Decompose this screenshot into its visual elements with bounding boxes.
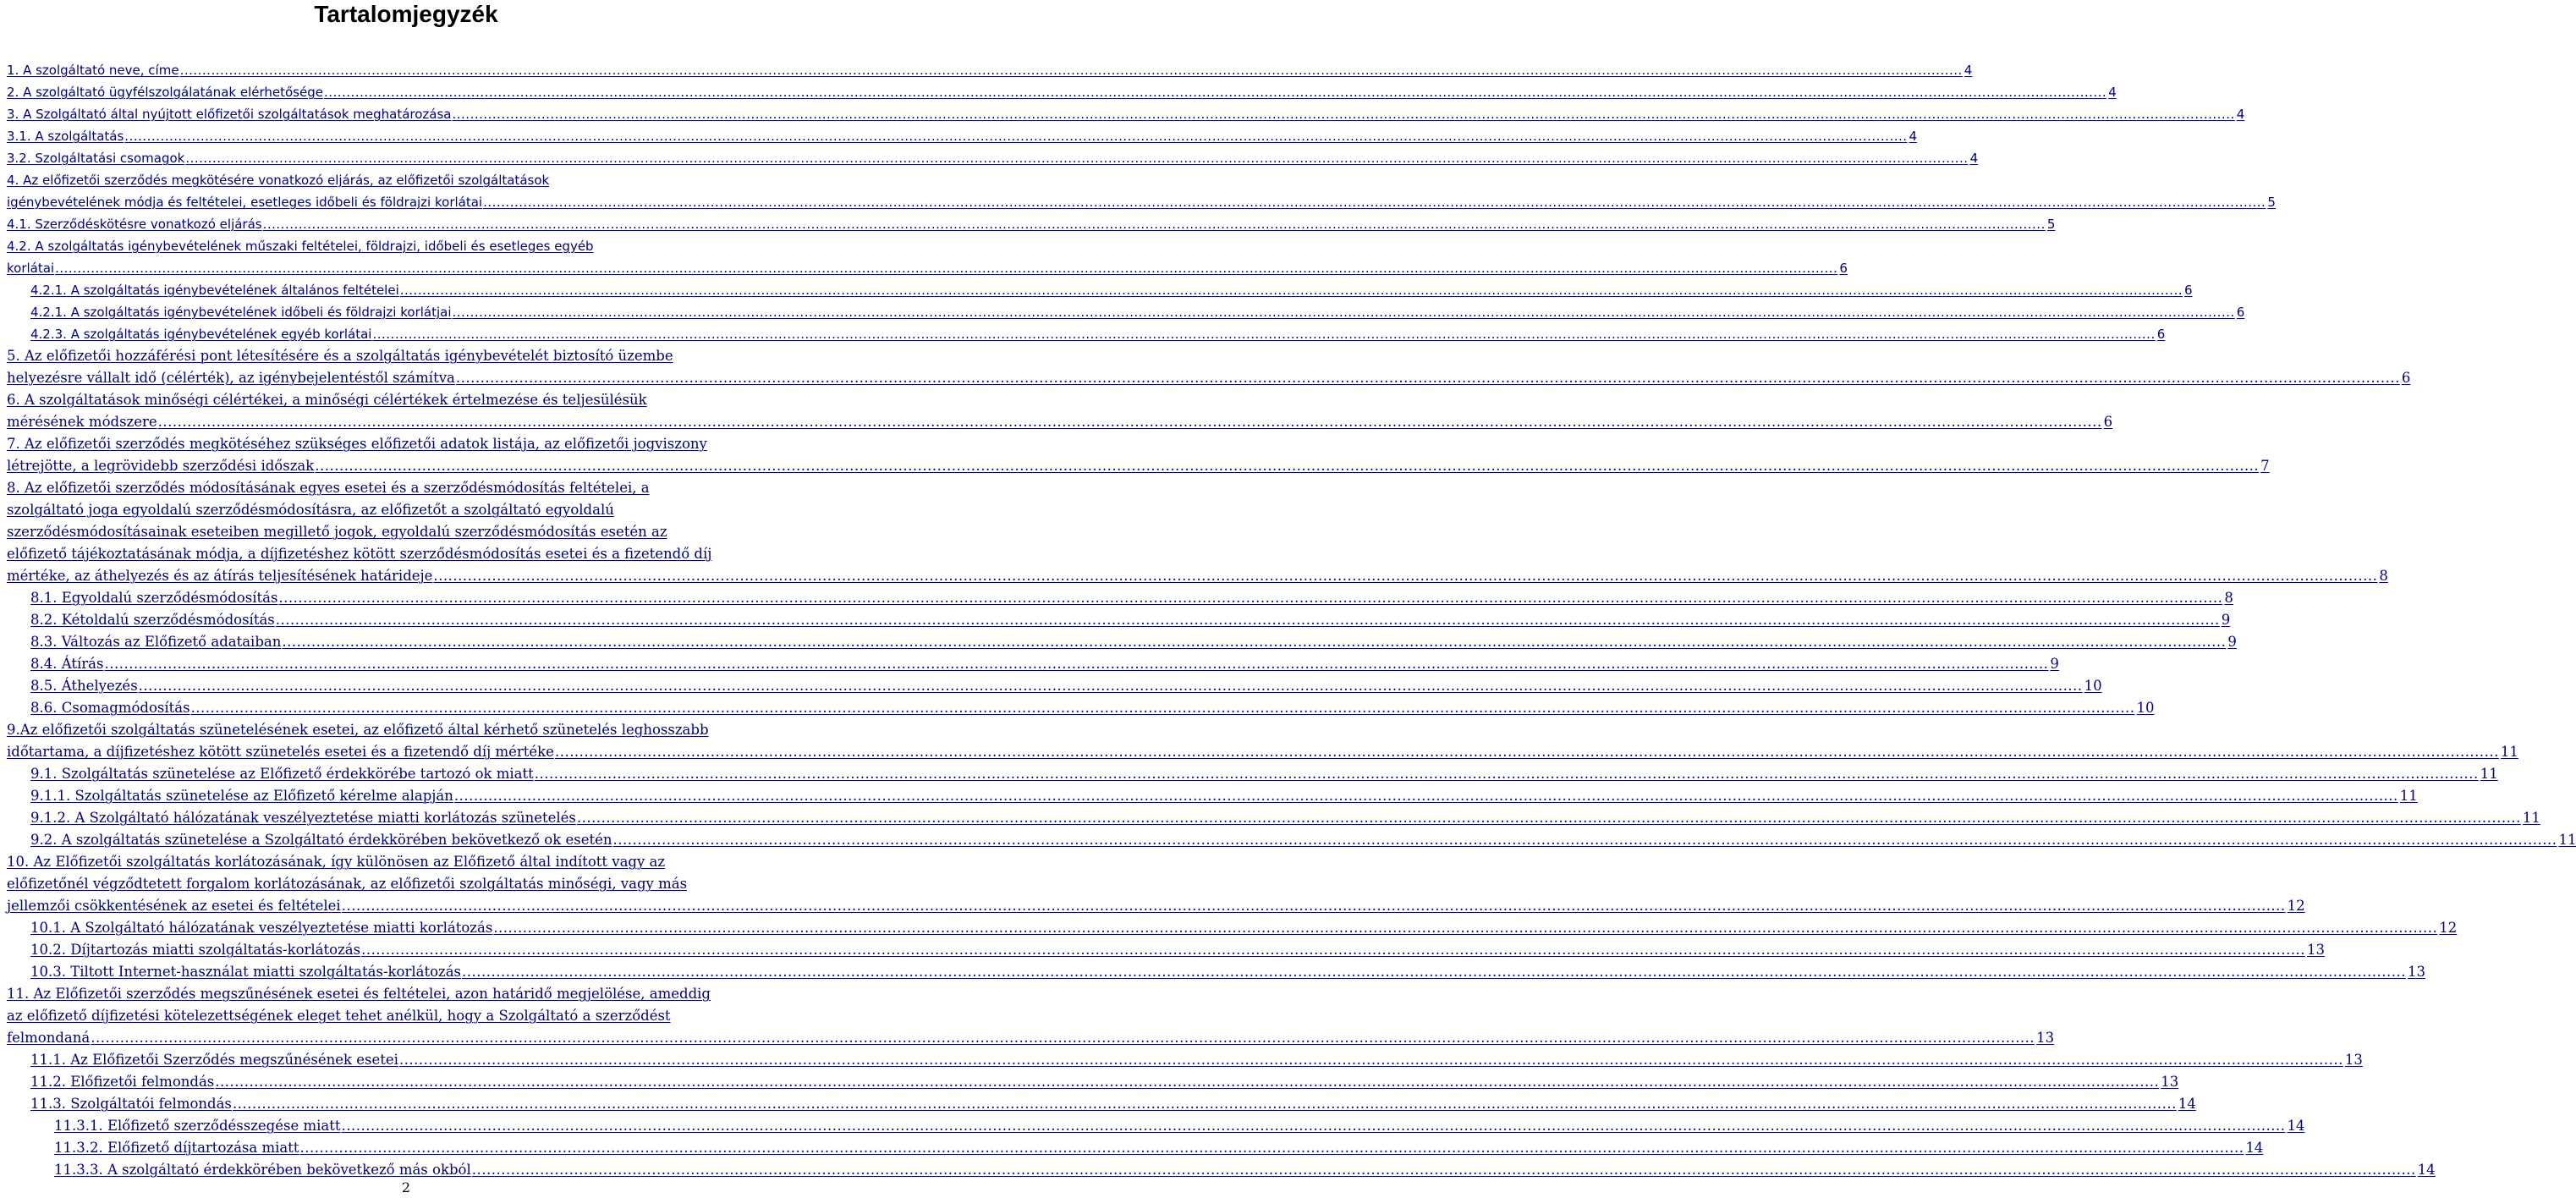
toc-page-number: 11 [2500,744,2518,760]
toc-page-number: 14 [2287,1118,2305,1134]
toc-page-number: 13 [2344,1052,2363,1068]
toc-dot-leader: ................................................................................................................................................................................................................................................................................................................................................................................................................ [185,151,1969,166]
toc-entry-text: korlátai [7,261,55,276]
toc-entry-link[interactable] [7,741,2518,763]
toc-entry-text: 10.3. Tiltott Internet-használat miatti szolgáltatás-korlátozás [30,964,462,980]
toc-entry-text: előfizető tájékoztatásának módja, a díjfizetéshez kötött szerződésmódosítás esetei és a fizetendő díj [7,546,712,562]
toc-entry-link[interactable] [7,477,650,499]
toc-page-number: 10 [2136,700,2155,716]
toc-page-number: 12 [2439,920,2458,936]
toc-dot-leader: ................................................................................................................................................................................................................................................................................................................................................................................................................ [104,656,2049,672]
toc-dot-leader: ................................................................................................................................................................................................................................................................................................................................................................................................................ [124,129,1908,144]
toc-dot-leader: ................................................................................................................................................................................................................................................................................................................................................................................................................ [433,568,2378,584]
toc-entry-link[interactable] [7,125,1918,147]
toc-page-number: 9 [2227,634,2237,650]
toc-entry-link[interactable] [7,367,2411,389]
toc-dot-leader: ................................................................................................................................................................................................................................................................................................................................................................................................................ [157,414,2102,430]
toc-entry-link[interactable] [7,983,711,1005]
toc-dot-leader: ................................................................................................................................................................................................................................................................................................................................................................................................................ [452,305,2235,320]
toc-dot-leader: ................................................................................................................................................................................................................................................................................................................................................................................................................ [315,458,2260,474]
toc-entry-text: 8.6. Csomagmódosítás [30,700,190,716]
toc-dot-leader: ................................................................................................................................................................................................................................................................................................................................................................................................................ [341,898,2286,914]
toc-entry-link[interactable] [30,631,2237,653]
toc-page-number: 6 [2236,305,2245,320]
page-number: 2 [401,1179,411,1195]
toc-entry-line [0,1049,2363,1071]
toc-page-number: 12 [2287,898,2305,914]
toc-entry-text: 10. Az Előfizetői szolgáltatás korlátozásának, így különösen az Előfizető által indított vagy az [7,854,666,870]
toc-entry-link[interactable] [7,81,2117,103]
page-title: Tartalomjegyzék [314,1,498,27]
toc-entry-text: 3.2. Szolgáltatási csomagok [7,151,185,166]
toc-page-number: 7 [2260,458,2270,474]
toc-dot-leader: ................................................................................................................................................................................................................................................................................................................................................................................................................ [190,700,2135,716]
toc-entry-link[interactable] [30,653,2059,675]
toc-dot-leader: ................................................................................................................................................................................................................................................................................................................................................................................................................ [299,1140,2244,1156]
toc-entry-text: mérésének módszere [7,414,157,430]
toc-entry-text: 8. Az előfizetői szerződés módosításának egyes esetei és a szerződésmódosítás feltételei, a [7,480,650,496]
toc-page-number: 14 [2245,1140,2264,1156]
toc-entry-text: 11.2. Előfizetői felmondás [30,1074,215,1090]
toc-entry-text: 11. Az Előfizetői szerződés megszűnésének esetei és feltételei, azon határidő megjelölése, ameddig [7,986,711,1002]
toc-page-number: 9 [2221,612,2231,628]
toc-entry-line [0,477,812,499]
toc-entry-link[interactable] [7,1005,671,1027]
toc-entry-link[interactable] [7,59,1973,81]
toc-entry-link[interactable] [7,169,549,191]
toc-entry-line [0,851,812,873]
toc-entry-line [0,59,1973,81]
toc-entry-text: 10.1. A Szolgáltató hálózatának veszélyeztetése miatti korlátozás [30,920,493,936]
toc-dot-leader: ................................................................................................................................................................................................................................................................................................................................................................................................................ [262,217,2046,232]
toc-entry-link[interactable] [7,873,687,895]
toc-entry-line [0,455,2270,477]
toc-entry-text: 9.2. A szolgáltatás szünetelése a Szolgáltató érdekkörében bekövetkező ok esetén [30,832,612,848]
toc-entry-link[interactable] [54,1115,2305,1137]
toc-entry-line [0,103,2245,125]
toc-entry-link[interactable] [30,1049,2363,1071]
toc-page-number: 5 [2267,195,2276,210]
toc-entry-line [0,697,2155,719]
toc-entry-link[interactable] [30,1093,2196,1115]
toc-dot-leader: ................................................................................................................................................................................................................................................................................................................................................................................................................ [612,832,2557,848]
toc-entry-line [0,323,2166,345]
toc-entry-line [0,235,812,257]
toc-entry-text: 4. Az előfizetői szerződés megkötésére vonatkozó eljárás, az előfizetői szolgáltatások [7,173,550,188]
toc-entry-line [0,829,2576,851]
toc-entry-line [0,1071,2179,1093]
toc-entry-link[interactable] [7,235,594,257]
toc-dot-leader: ................................................................................................................................................................................................................................................................................................................................................................................................................ [453,788,2398,804]
toc-entry-link[interactable] [7,257,1848,279]
toc-entry-line [0,917,2458,939]
toc-entry-line [0,983,812,1005]
toc-entry-link[interactable] [7,455,2270,477]
toc-entry-line [0,411,2113,433]
toc-entry-line [0,631,2237,653]
toc-dot-leader: ................................................................................................................................................................................................................................................................................................................................................................................................................ [493,920,2438,936]
toc-entry-text: előfizetőnél végződtetett forgalom korlátozásának, az előfizetői szolgáltatás minőségi, vagy más [7,876,688,892]
toc-dot-leader: ................................................................................................................................................................................................................................................................................................................................................................................................................ [282,634,2227,650]
toc-entry-text: 3. A Szolgáltató által nyújtott előfizetői szolgáltatások meghatározása [7,107,452,122]
toc-dot-leader: ................................................................................................................................................................................................................................................................................................................................................................................................................ [372,327,2156,342]
toc-entry-text: 8.1. Egyoldalú szerződésmódosítás [30,590,278,606]
toc-entry-link[interactable] [7,389,647,411]
toc-dot-leader: ................................................................................................................................................................................................................................................................................................................................................................................................................ [278,590,2223,606]
toc-dot-leader: ................................................................................................................................................................................................................................................................................................................................................................................................................ [471,1162,2416,1178]
toc-entry-line [0,389,812,411]
toc-entry-text: 10.2. Díjtartozás miatti szolgáltatás-korlátozás [30,942,361,958]
toc-entry-text: igénybevételének módja és feltételei, esetleges időbeli és földrajzi korlátai [7,195,483,210]
toc-entry-link[interactable] [7,521,667,543]
toc-dot-leader: ................................................................................................................................................................................................................................................................................................................................................................................................................ [399,283,2183,298]
toc-entry-text: 4.2.3. A szolgáltatás igénybevételének egyéb korlátai [30,327,372,342]
toc-entry-line [0,1027,2055,1049]
toc-page-number: 14 [2178,1096,2196,1112]
toc-entry-text: 8.3. Változás az Előfizető adataiban [30,634,282,650]
toc-dot-leader: ................................................................................................................................................................................................................................................................................................................................................................................................................ [483,195,2266,210]
toc-entry-link[interactable] [7,213,2056,235]
toc-page-number: 4 [1964,63,1973,78]
toc-entry-text: 9.1. Szolgáltatás szünetelése az Előfizető érdekkörébe tartozó ok miatt [30,766,534,782]
toc-entry-link[interactable] [30,961,2425,983]
toc-entry-text: szerződésmódosításainak eseteiben megillető jogok, egyoldalú szerződésmódosítás esetén az [7,524,667,540]
toc-entry-link[interactable] [30,829,2576,851]
toc-page-number: 6 [2401,370,2411,386]
toc-entry-link[interactable] [7,895,2305,917]
toc-entry-link[interactable] [30,807,2540,829]
toc-entry-line [0,1137,2264,1159]
toc-entry-link[interactable] [7,719,709,741]
toc-entry-text: 8.4. Átírás [30,656,104,672]
toc-entry-line [0,1093,2196,1115]
toc-entry-line [0,609,2231,631]
toc-entry-line [0,653,2059,675]
toc-page-number: 13 [2161,1074,2179,1090]
toc-entry-line [0,367,2411,389]
toc-entry-link[interactable] [30,697,2155,719]
toc-dot-leader: ................................................................................................................................................................................................................................................................................................................................................................................................................ [455,370,2400,386]
toc-page-number: 9 [2050,656,2059,672]
toc-entry-text: 9.1.1. Szolgáltatás szünetelése az Előfizető kérelme alapján [30,788,453,804]
toc-entry-line [0,565,2388,587]
toc-entry-link[interactable] [30,917,2458,939]
toc-entry-link[interactable] [7,103,2245,125]
toc-dot-leader: ................................................................................................................................................................................................................................................................................................................................................................................................................ [554,744,2499,760]
toc-entry-link[interactable] [7,147,1979,169]
toc-entry-link[interactable] [30,301,2245,323]
toc-entry-text: az előfizető díjfizetési kötelezettségének eleget tehet anélkül, hogy a Szolgáltató a szerződést [7,1008,671,1024]
toc-entry-link[interactable] [30,675,2102,697]
toc-page-number: 6 [2103,414,2113,430]
toc-page-number: 13 [2307,942,2326,958]
toc-page-number: 6 [2183,283,2193,298]
toc-entry-line [0,257,1848,279]
toc-entry-text: mértéke, az áthelyezés és az átírás teljesítésének határideje [7,568,433,584]
toc-entry-link[interactable] [30,323,2166,345]
toc-entry-text: 4.2. A szolgáltatás igénybevételének műszaki feltételei, földrajzi, időbeli és esetleges egyéb [7,239,594,254]
toc-entry-text: 8.5. Áthelyezés [30,678,138,694]
toc-page-number: 11 [2522,810,2540,826]
toc-entry-text: 11.3.2. Előfizető díjtartozása miatt [54,1140,299,1156]
toc-page-number: 11 [2480,766,2498,782]
toc-entry-line [0,521,812,543]
toc-entry-line [0,301,2245,323]
toc-entry-link[interactable] [7,411,2113,433]
toc-entry-text: 2. A szolgáltató ügyfélszolgálatának elérhetősége [7,85,323,100]
toc-entry-link[interactable] [7,1027,2055,1049]
toc-page-number: 5 [2046,217,2056,232]
toc-entry-line [0,939,2326,961]
toc-page-number: 8 [2224,590,2233,606]
toc-entry-text: 8.2. Kétoldalú szerződésmódosítás [30,612,275,628]
toc-entry-text: 3.1. A szolgáltatás [7,129,124,144]
toc-entry-line [0,719,812,741]
toc-entry-link[interactable] [7,499,614,521]
toc-entry-link[interactable] [30,587,2233,609]
toc-entry-line [0,1159,2436,1181]
toc-dot-leader: ................................................................................................................................................................................................................................................................................................................................................................................................................ [534,766,2479,782]
toc-dot-leader: ................................................................................................................................................................................................................................................................................................................................................................................................................ [215,1074,2160,1090]
toc-entry-link[interactable] [7,191,2276,213]
toc-entry-text: 11.3. Szolgáltatói felmondás [30,1096,232,1112]
toc-entry-text: 11.1. Az Előfizetői Szerződés megszűnésének esetei [30,1052,398,1068]
toc-entry-line [0,191,2276,213]
toc-page-number: 6 [1839,261,1848,276]
toc-entry-text: 9.1.2. A Szolgáltató hálózatának veszélyeztetése miatti korlátozás szünetelés [30,810,576,826]
toc-entry-line [0,587,2233,609]
toc-dot-leader: ................................................................................................................................................................................................................................................................................................................................................................................................................ [179,63,1963,78]
toc-page-number: 6 [2156,327,2166,342]
toc-page-number: 4 [1969,151,1979,166]
toc-entry-text: 11.3.1. Előfizető szerződésszegése miatt [54,1118,341,1134]
toc-entry-line [0,81,2117,103]
toc-dot-leader: ................................................................................................................................................................................................................................................................................................................................................................................................................ [55,261,1838,276]
toc-entry-line [0,125,1918,147]
toc-entry-text: 7. Az előfizetői szerződés megkötéséhez szükséges előfizetői adatok listája, az előfizetői jogviszony [7,436,707,452]
toc-entry-line [0,345,812,367]
toc-entry-line [0,1115,2305,1137]
toc-dot-leader: ................................................................................................................................................................................................................................................................................................................................................................................................................ [462,964,2406,980]
toc-entry-link[interactable] [30,279,2193,301]
toc-dot-leader: ................................................................................................................................................................................................................................................................................................................................................................................................................ [452,107,2235,122]
toc-page-number: 4 [2108,85,2117,100]
toc-page-number: 10 [2084,678,2102,694]
toc-entry-text: 1. A szolgáltató neve, címe [7,63,179,78]
toc-entry-link[interactable] [7,565,2388,587]
toc-page-number: 11 [2399,788,2418,804]
toc-dot-leader: ................................................................................................................................................................................................................................................................................................................................................................................................................ [138,678,2083,694]
toc-page-number: 13 [2036,1030,2055,1046]
toc-entry-link[interactable] [30,609,2231,631]
toc-dot-leader: ................................................................................................................................................................................................................................................................................................................................................................................................................ [361,942,2306,958]
toc-entry-link[interactable] [30,939,2326,961]
toc-page-number: 14 [2417,1162,2436,1178]
toc-dot-leader: ................................................................................................................................................................................................................................................................................................................................................................................................................ [576,810,2521,826]
toc-entry-text: 4.2.1. A szolgáltatás igénybevételének általános feltételei [30,283,399,298]
toc-entry-text: helyezésre vállalt idő (célérték), az igénybejelentéstől számítva [7,370,455,386]
toc-dot-leader: ................................................................................................................................................................................................................................................................................................................................................................................................................ [275,612,2220,628]
toc-dot-leader: ................................................................................................................................................................................................................................................................................................................................................................................................................ [341,1118,2286,1134]
toc-entry-line [0,543,812,565]
toc-entry-text: szolgáltató joga egyoldalú szerződésmódosításra, az előfizetőt a szolgáltató egyoldalú [7,502,614,518]
toc-entry-link[interactable] [7,543,711,565]
toc-entry-link[interactable] [30,785,2418,807]
toc-entry-line [0,895,2305,917]
toc-entry-text: 9.Az előfizetői szolgáltatás szünetelésének esetei, az előfizető által kérhető szünetelés leghosszabb [7,722,709,738]
toc-entry-line [0,433,812,455]
toc-entry-line [0,213,2056,235]
toc-entry-line [0,147,1979,169]
toc-entry-text: 4.2.1. A szolgáltatás igénybevételének időbeli és földrajzi korlátjai [30,305,452,320]
toc-entry-link[interactable] [54,1137,2264,1159]
toc-dot-leader: ................................................................................................................................................................................................................................................................................................................................................................................................................ [323,85,2107,100]
toc-entry-text: 6. A szolgáltatások minőségi célértékei, a minőségi célértékek értelmezése és teljesülésük [7,392,647,408]
toc-entry-text: felmondaná [7,1030,91,1046]
toc-entry-link[interactable] [7,345,673,367]
toc-entry-line [0,873,812,895]
toc-entry-line [0,741,2518,763]
toc-entry-line [0,675,2102,697]
toc-entry-line [0,169,812,191]
toc-entry-line [0,961,2425,983]
toc-entry-link[interactable] [7,851,665,873]
toc-page-number: 4 [1909,129,1918,144]
toc-page-number: 4 [2236,107,2245,122]
toc-page-number: 8 [2379,568,2388,584]
toc-entry-text: 5. Az előfizetői hozzáférési pont létesítésére és a szolgáltatás igénybevételét biztosító üzembe [7,348,673,364]
toc-entry-link[interactable] [54,1159,2436,1181]
toc-entry-text: 4.1. Szerződéskötésre vonatkozó eljárás [7,217,262,232]
toc-dot-leader: ................................................................................................................................................................................................................................................................................................................................................................................................................ [91,1030,2035,1046]
toc-dot-leader: ................................................................................................................................................................................................................................................................................................................................................................................................................ [232,1096,2177,1112]
toc-entry-line [0,807,2540,829]
toc-page-number: 13 [2407,964,2425,980]
toc-entry-line [0,1005,812,1027]
toc-entry-link[interactable] [30,763,2498,785]
toc-page-number: 11 [2558,832,2576,848]
toc-entry-text: időtartama, a díjfizetéshez kötött szünetelés esetei és a fizetendő díj mértéke [7,744,554,760]
toc-entry-link[interactable] [7,433,707,455]
toc-entry-text: jellemzői csökkentésének az esetei és feltételei [7,898,341,914]
toc-entry-line [0,499,812,521]
toc-dot-leader: ................................................................................................................................................................................................................................................................................................................................................................................................................ [398,1052,2343,1068]
toc-entry-line [0,763,2498,785]
toc-entry-line [0,785,2418,807]
toc-entry-link[interactable] [30,1071,2179,1093]
toc-entry-text: létrejötte, a legrövidebb szerződési időszak [7,458,315,474]
toc-entry-line [0,279,2193,301]
toc-entry-text: 11.3.3. A szolgáltató érdekkörében bekövetkező más okból [54,1162,471,1178]
